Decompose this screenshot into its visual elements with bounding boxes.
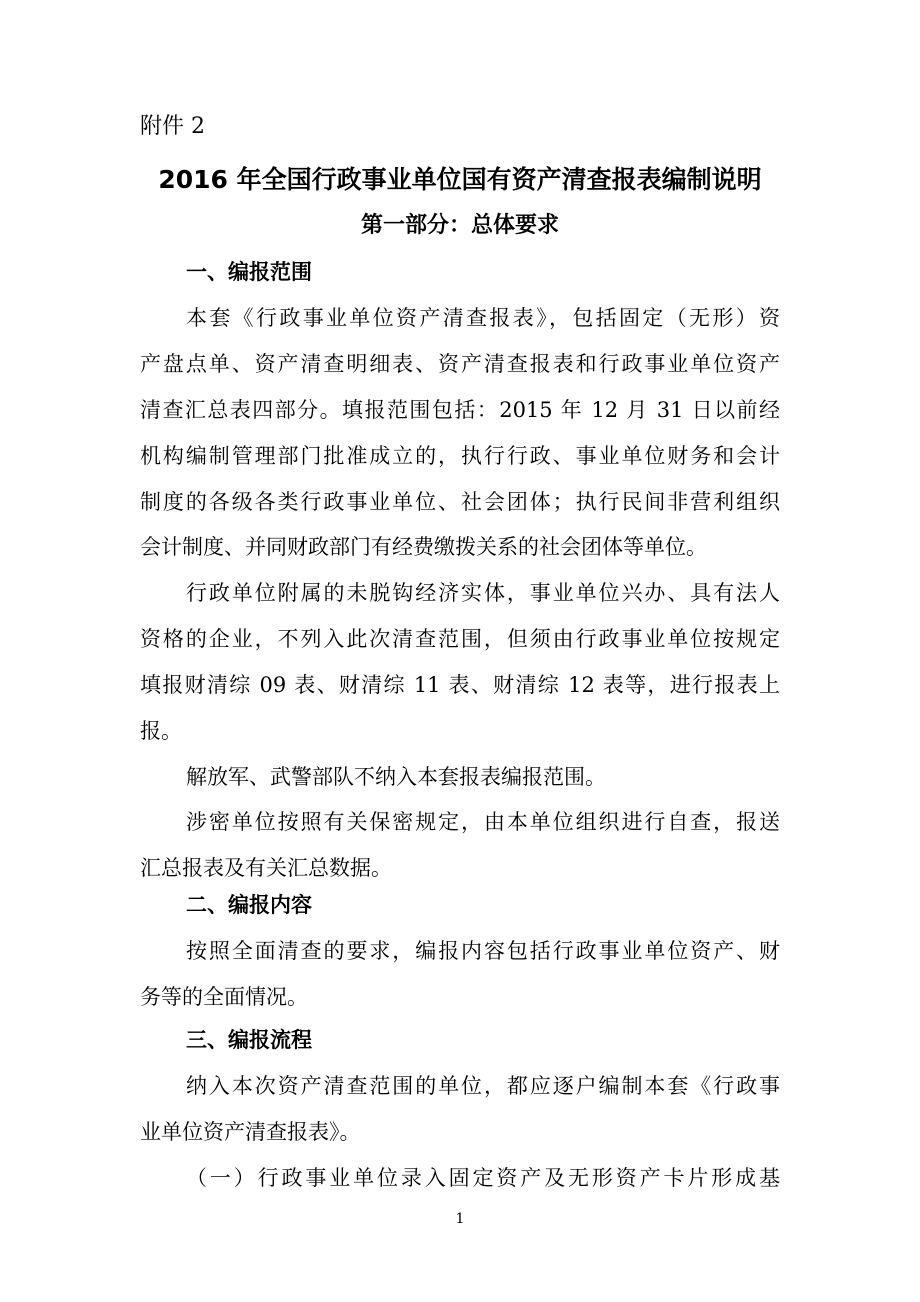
paragraph-line: 纳入本次资产清查范围的单位，都应逐户编制本套《行政事 (186, 1074, 780, 1098)
paragraph-line: 务等的全面情况。 (140, 985, 308, 1009)
paragraph-line: 按照全面清查的要求，编报内容包括行政事业单位资产、财 (186, 939, 780, 963)
document-title: 2016 年全国行政事业单位国有资产清查报表编制说明 (158, 165, 762, 194)
section-heading-scope: 一、编报范围 (186, 260, 312, 284)
paragraph-line: 涉密单位按照有关保密规定，由本单位组织进行自查，报送 (186, 810, 780, 834)
paragraph-line: 填报财清综 09 表、财清综 11 表、财清综 12 表等，进行报表上 (140, 673, 780, 697)
paragraph-line: 机构编制管理部门批准成立的，执行行政、事业单位财务和会计 (140, 444, 780, 468)
paragraph-line: 本套《行政事业单位资产清查报表》，包括固定（无形）资 (186, 306, 780, 330)
paragraph-line: 业单位资产清查报表》。 (140, 1120, 361, 1144)
paragraph-line: 资格的企业，不列入此次清查范围，但须由行政事业单位按规定 (140, 627, 780, 651)
paragraph-line: 汇总报表及有关汇总数据。 (140, 856, 392, 880)
paragraph-line: 产盘点单、资产清查明细表、资产清查报表和行政事业单位资产 (140, 352, 780, 376)
paragraph-line: 行政单位附属的未脱钩经济实体，事业单位兴办、具有法人 (186, 581, 780, 605)
section-heading-content: 二、编报内容 (186, 893, 312, 917)
paragraph-line: 报。 (140, 719, 182, 743)
paragraph-line: （一）行政事业单位录入固定资产及无形资产卡片形成基 (186, 1166, 780, 1190)
page-number: 1 (455, 1211, 465, 1227)
section-heading-process: 三、编报流程 (186, 1028, 312, 1052)
attachment-label: 附件 2 (140, 114, 205, 139)
paragraph-line: 解放军、武警部队不纳入本套报表编报范围。 (186, 765, 606, 789)
paragraph-line: 清查汇总表四部分。填报范围包括：2015 年 12 月 31 日以前经 (140, 398, 780, 422)
part-subtitle: 第一部分：总体要求 (360, 213, 559, 238)
paragraph-line: 会计制度、并同财政部门有经费缴拨关系的社会团体等单位。 (140, 535, 707, 559)
paragraph-line: 制度的各级各类行政事业单位、社会团体；执行民间非营利组织 (140, 490, 780, 514)
